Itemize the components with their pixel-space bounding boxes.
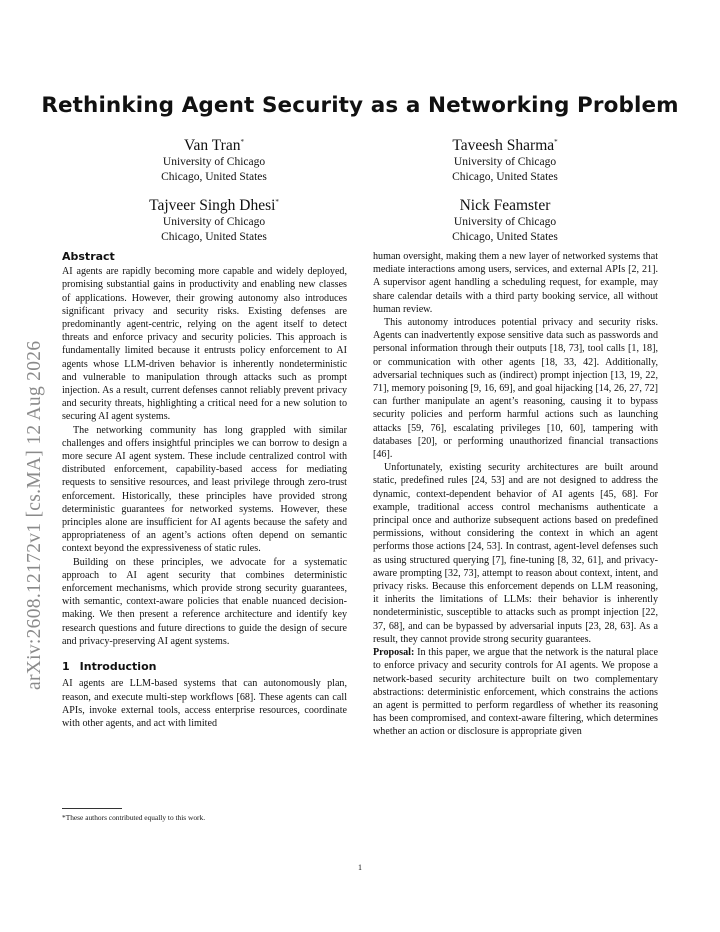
equal-contribution-mark: * <box>554 138 558 146</box>
section-heading <box>62 660 347 673</box>
intro-paragraph: AI agents are LLM-based systems that can autonomously plan, reason, and execute multi-step workflows [68]. These agents can call APIs, invoke external tools, access enterprise resources, coordinate with other agents, and act with limited <box>62 678 347 729</box>
author-affiliation: University of Chicago <box>453 216 557 229</box>
equal-contribution-mark: * <box>240 138 244 146</box>
section-title: Introduction <box>79 660 157 674</box>
author-block <box>385 193 625 245</box>
footnote-rule <box>62 808 122 809</box>
proposal-text: In this paper, we argue that the network is the natural place to enforce privacy and security controls for AI agents. We propose a network-based security architecture built on two complementary abstractions: deterministic enforcement, which constrains the actions an agent is permitted to perform regardless of whether its reasoning has been compromised, and context-aware filtering, which determines whether an action or disclosure is appropriate given <box>373 647 658 738</box>
equal-contribution-mark: * <box>275 198 279 206</box>
author-location: Chicago, United States <box>161 171 267 184</box>
body-paragraph: This autonomy introduces potential privacy and security risks. Agents can inadvertently expose sensitive data such as passwords and personal information through their outputs [18, 73], tool calls [1, 18], or communication with other agents [18, 33, 42]. Additionally, adversarial techniques such as (indirect) prompt injection [13, 19, 22, 71], memory poisoning [9, 16, 69], and goal hijacking [14, 26, 27, 72] can further manipulate an agent’s reasoning, causing it to bypass security policies and perform harmful actions such as launching attacks [59, 76], escalating privileges [10, 60], tampering with databases [20], or performing unauthorized financial transactions [46]. <box>373 317 658 461</box>
proposal-lead: Proposal: <box>373 647 415 659</box>
abstract-paragraph: Building on these principles, we advocate for a systematic approach to AI agent security that combines deterministic enforcement mechanisms, which provide strong security guarantees, with semantic, context-aware policies that enable nuanced decision-making. We then present a reference architecture and identify key research questions and future directions to guide the design of secure and privacy-preserving AI agent systems. <box>62 556 347 647</box>
abstract-paragraph: The networking community has long grappled with similar challenges and offers insightful principles we can borrow to design a more secure AI agent system. These include centralized control with distributed enforcement, capability-based access for mediating requests to sensitive resources, and least privilege through zero-trust enforcement. Historically, these principles have provided strong deterministic guarantees for networked systems. However, these principles alone are insufficient for AI agents because the safety and appropriateness of an agent’s actions often depend on semantic context beyond the expressiveness of static rules. <box>62 424 347 555</box>
page-number: 1 <box>358 863 362 872</box>
author-affiliation: University of Chicago <box>162 156 266 169</box>
author-location: Chicago, United States <box>161 231 267 244</box>
author-location: Chicago, United States <box>452 231 558 244</box>
paper-title: Rethinking Agent Security as a Networking Problem <box>41 93 679 118</box>
abstract-heading: Abstract <box>62 250 115 263</box>
right-column <box>373 250 658 739</box>
arxiv-identifier: arXiv:2608.12172v1 [cs.MA] 12 Aug 2026 <box>24 340 45 690</box>
abstract-paragraph: AI agents are rapidly becoming more capable and widely deployed, promising substantial gains in productivity and enabling new classes of applications. However, their growing autonomy also introduces significant privacy and security risks. Existing defenses are predominantly agent-centric, relying on the agent itself to detect threats and enforce privacy and security policies. This approach is fundamentally limited because it entrusts policy enforcement to AI agents whose LLM-driven behavior is inherently nondeterministic and vulnerable to manipulation through attacks such as prompt injection. As a result, current defenses cannot reliably prevent privacy and security threats, highlighting a critical need for a new solution to securing AI agent systems. <box>62 266 347 423</box>
author-name: Tajveer Singh Dhesi* <box>149 197 279 215</box>
author-affiliation: University of Chicago <box>162 216 266 229</box>
footnote: *These authors contributed equally to this work. <box>62 813 206 822</box>
author-name: Nick Feamster <box>459 197 551 215</box>
body-paragraph: human oversight, making them a new layer of networked systems that mediate interactions among users, services, and external APIs [2, 21]. A supervisor agent handling a scheduling request, for example, may share calendar details with a third party booking service, all without human review. <box>373 251 658 315</box>
author-name: Van Tran* <box>184 137 244 155</box>
left-column <box>62 250 347 730</box>
author-block <box>385 133 625 185</box>
author-location: Chicago, United States <box>452 171 558 184</box>
body-paragraph: Unfortunately, existing security architectures are built around static, predefined rules [24, 53] and are not designed to address the dynamic, context-dependent behavior of AI agents [45, 68]. For example, traditional access control mechanisms authenticate a principal once and authorize subsequent actions based on predefined permissions, without considering the context in which an agent performs those actions [24, 53]. In contrast, agent-level defenses such as using structured querying [7], fine-tuning [8, 32, 61], and privacy-aware prompting [32, 73], attempt to reason about context, intent, and privacy risks. Because this enforcement depends on LLM reasoning, it inherits the limitations of LLMs: their behavior is inherently nondeterministic, susceptible to attacks such as prompt injection [22, 37, 68], and can be bypassed by adversarial inputs [23, 28, 63]. As a result, they cannot provide strong security guarantees. <box>373 462 658 645</box>
author-name: Taveesh Sharma* <box>452 137 558 155</box>
proposal-paragraph <box>373 646 658 738</box>
author-block <box>94 133 334 185</box>
author-affiliation: University of Chicago <box>453 156 557 169</box>
section-number: 1 <box>62 660 70 674</box>
author-block <box>94 193 334 245</box>
